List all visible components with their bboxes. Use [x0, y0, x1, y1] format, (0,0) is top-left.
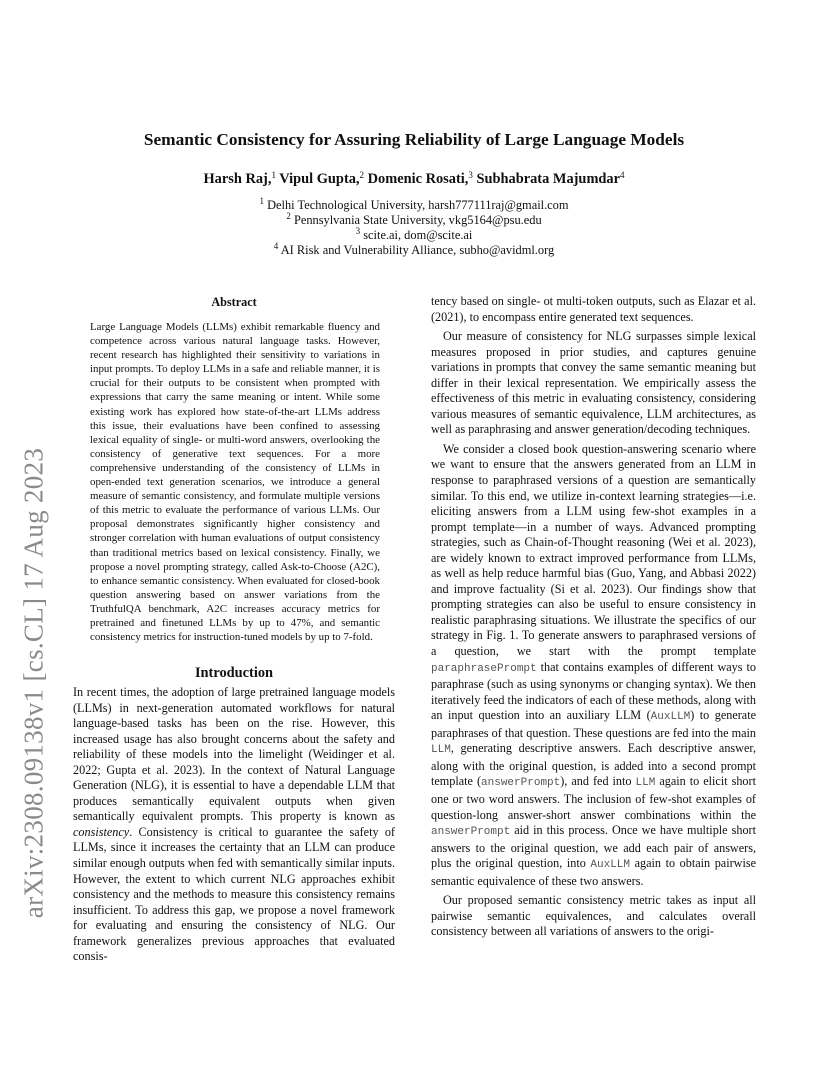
text-run: aid in this process. Once we have multiple short answers to the original question, we add each pair of answers, plus the original question, into — [431, 823, 756, 871]
author-name: Domenic Rosati, — [367, 171, 469, 187]
text-run: , generating descriptive answers. Each descriptive answer, along with the original question, is added into a second prompt template ( — [431, 741, 756, 789]
introduction-paragraph — [73, 685, 395, 965]
abstract-body: Large Language Models (LLMs) exhibit remarkable fluency and competence across various natural language tasks. However, recent research has highlighted their sensitivity to variations in input prompts. To deploy LLMs in a safe and reliable manner, it is crucial for their outputs to be consistent when prompted with expressions that carry the same meaning or intent. While some existing work has explored how state-of-the-art LLMs address this issue, their evaluations have been confined to assessing lexical equality of single- or multi-word answers, overlooking the consistency of generative text sequences. For a more comprehensive understanding of the consistency of LLMs in open-ended text generation scenarios, we introduce a general measure of semantic consistency, and formulate multiple versions of this metric to evaluate the performance of various LLMs. Our proposal demonstrates significantly higher consistency and stronger correlation with human evaluations of output consistency than traditional metrics based on lexical consistency. Finally, we propose a novel prompting strategy, called Ask-to-Choose (A2C), to enhance semantic consistency. When evaluated for closed-book question answering based on answer variations from the TruthfulQA benchmark, A2C increases accuracy metrics for pretrained and finetuned LLMs by up to 47%, and semantic consistency metrics for instruction-tuned models by up to 7-fold. — [90, 321, 380, 644]
paragraph: Our measure of consistency for NLG surpasses simple lexical measures proposed in prior studies, and captures genuine variations in prompts that convey the same semantic meaning but differ in their lexical representation. We empirically assess the effectiveness of this metric in evaluating consistency, considering various measures of semantic equivalence, LLM architectures, as well as paraphrasing and answer generation/decoding techniques. — [431, 329, 756, 437]
author-name: Harsh Raj, — [203, 171, 272, 187]
text-run: ), and fed into — [560, 774, 636, 789]
code-term: LLM — [431, 744, 451, 757]
arxiv-identifier-stamp — [14, 0, 54, 1072]
text-run: We consider a closed book question-answering scenario where we want to ensure that the answers generated from an LLM in response to paraphrased versions of a question are semantically similar. To this end, we utilize in-context learning strategies—i.e. eliciting answers from a LLM using few-shot examples in a prompt template—in a number of ways. Advanced prompting strategies, such as Chain-of-Thought reasoning (Wei et al. 2023), are widely known to extract improved performance from LLMs, as well as help reduce harmful bias (Guo, Yang, and Abbasi 2022) and improve factuality (Si et al. 2023). Our findings show that prompting strategies can also be useful to ensure consistency in realistic paraphrasing situations. We illustrate the specifics of our strategy in Fig. 1. To generate answers to paraphrased versions of a question, we start with the prompt template — [431, 441, 756, 659]
affiliation-mark: 4 — [273, 241, 279, 251]
affiliation-mark: 2 — [286, 211, 291, 221]
code-term: AuxLLM — [590, 859, 630, 872]
abstract-heading: Abstract — [211, 295, 257, 309]
paragraph: Our proposed semantic consistency metric takes as input all pairwise semantic equivalences, and calculates overall consistency between all variations of answers to the origi- — [431, 893, 756, 939]
text-run: . Consistency is critical to guarantee the safety of LLMs, since it increases the certainty that an LLM can produce similar enough outputs when fed with semantically similar inputs. However, the extent to which current NLG approaches exhibit consistency and the methods to measure this consistency remains insufficient. To address this gap, we propose a novel framework for evaluating and ensuring the consistency of NLG. Our framework generalizes previous approaches that evaluated consis- — [73, 824, 395, 964]
code-term: answerPrompt — [431, 826, 511, 839]
code-term: answerPrompt — [481, 777, 561, 790]
code-term: LLM — [635, 777, 656, 790]
code-term: paraphrasePrompt — [431, 662, 537, 675]
author-affiliation-mark: 3 — [468, 170, 473, 180]
affiliation-mark: 1 — [259, 196, 264, 206]
paper-title: Semantic Consistency for Assuring Reliability of Large Language Models — [143, 130, 685, 149]
author-affiliation-mark: 2 — [359, 170, 365, 180]
affiliation-text: Pennsylvania State University, vkg5164@psu.edu — [293, 213, 542, 227]
author-list — [0, 170, 828, 188]
code-term: AuxLLM — [650, 711, 691, 724]
author-affiliation-mark: 4 — [620, 170, 625, 180]
affiliation-mark: 3 — [355, 226, 361, 236]
text-run: again to elicit short one or two word answers. The inclusion of few-shot examples of question-long answer-short answer combinations within the — [431, 774, 756, 822]
introduction-heading: Introduction — [194, 665, 274, 681]
paragraph — [431, 442, 756, 889]
affiliation-text: Delhi Technological University, harsh777111raj@gmail.com — [267, 198, 569, 212]
text-run: ) to generate paraphrases of that question. These questions are fed into the main — [431, 708, 756, 740]
text-run: again to obtain pairwise semantic equivalence of these two answers. — [431, 856, 756, 888]
affiliation-text: AI Risk and Vulnerability Alliance, subho@avidml.org — [280, 243, 555, 257]
author-affiliation-mark: 1 — [271, 170, 276, 180]
emphasis-term: consistency — [73, 824, 130, 839]
right-column-body — [431, 294, 756, 940]
arxiv-identifier-text: arXiv:2308.09138v1 [cs.CL] 17 Aug 2023 — [18, 447, 49, 919]
author-name: Vipul Gupta, — [279, 171, 360, 187]
affiliation-text: scite.ai, dom@scite.ai — [363, 228, 473, 242]
text-run: In recent times, the adoption of large pretrained language models (LLMs) in next-generation automated workflows for natural language-based tasks has been on the rise. However, this increased usage has also brought concerns about the safety and reliability of these models into the limelight (Weidinger et al. 2022; Gupta et al. 2023). In the context of Natural Language Generation (NLG), it is essential to have a dependable LLM that produces semantically equivalent outputs when given semantically equivalent prompts. This property is known as — [73, 685, 395, 824]
introduction-body — [73, 685, 395, 965]
author-name: Subhabrata Majumdar — [476, 171, 621, 187]
paragraph-continuation: tency based on single- ot multi-token outputs, such as Elazar et al. (2021), to encompass entire generated text sequences. — [431, 294, 756, 324]
text-run: that contains examples of different ways to paraphrase (such as using synonyms or changing syntax). We then iteratively feed the indicators of each of these methods, along with an input question into an auxiliary LLM ( — [431, 659, 756, 723]
affiliation-line — [0, 239, 828, 258]
